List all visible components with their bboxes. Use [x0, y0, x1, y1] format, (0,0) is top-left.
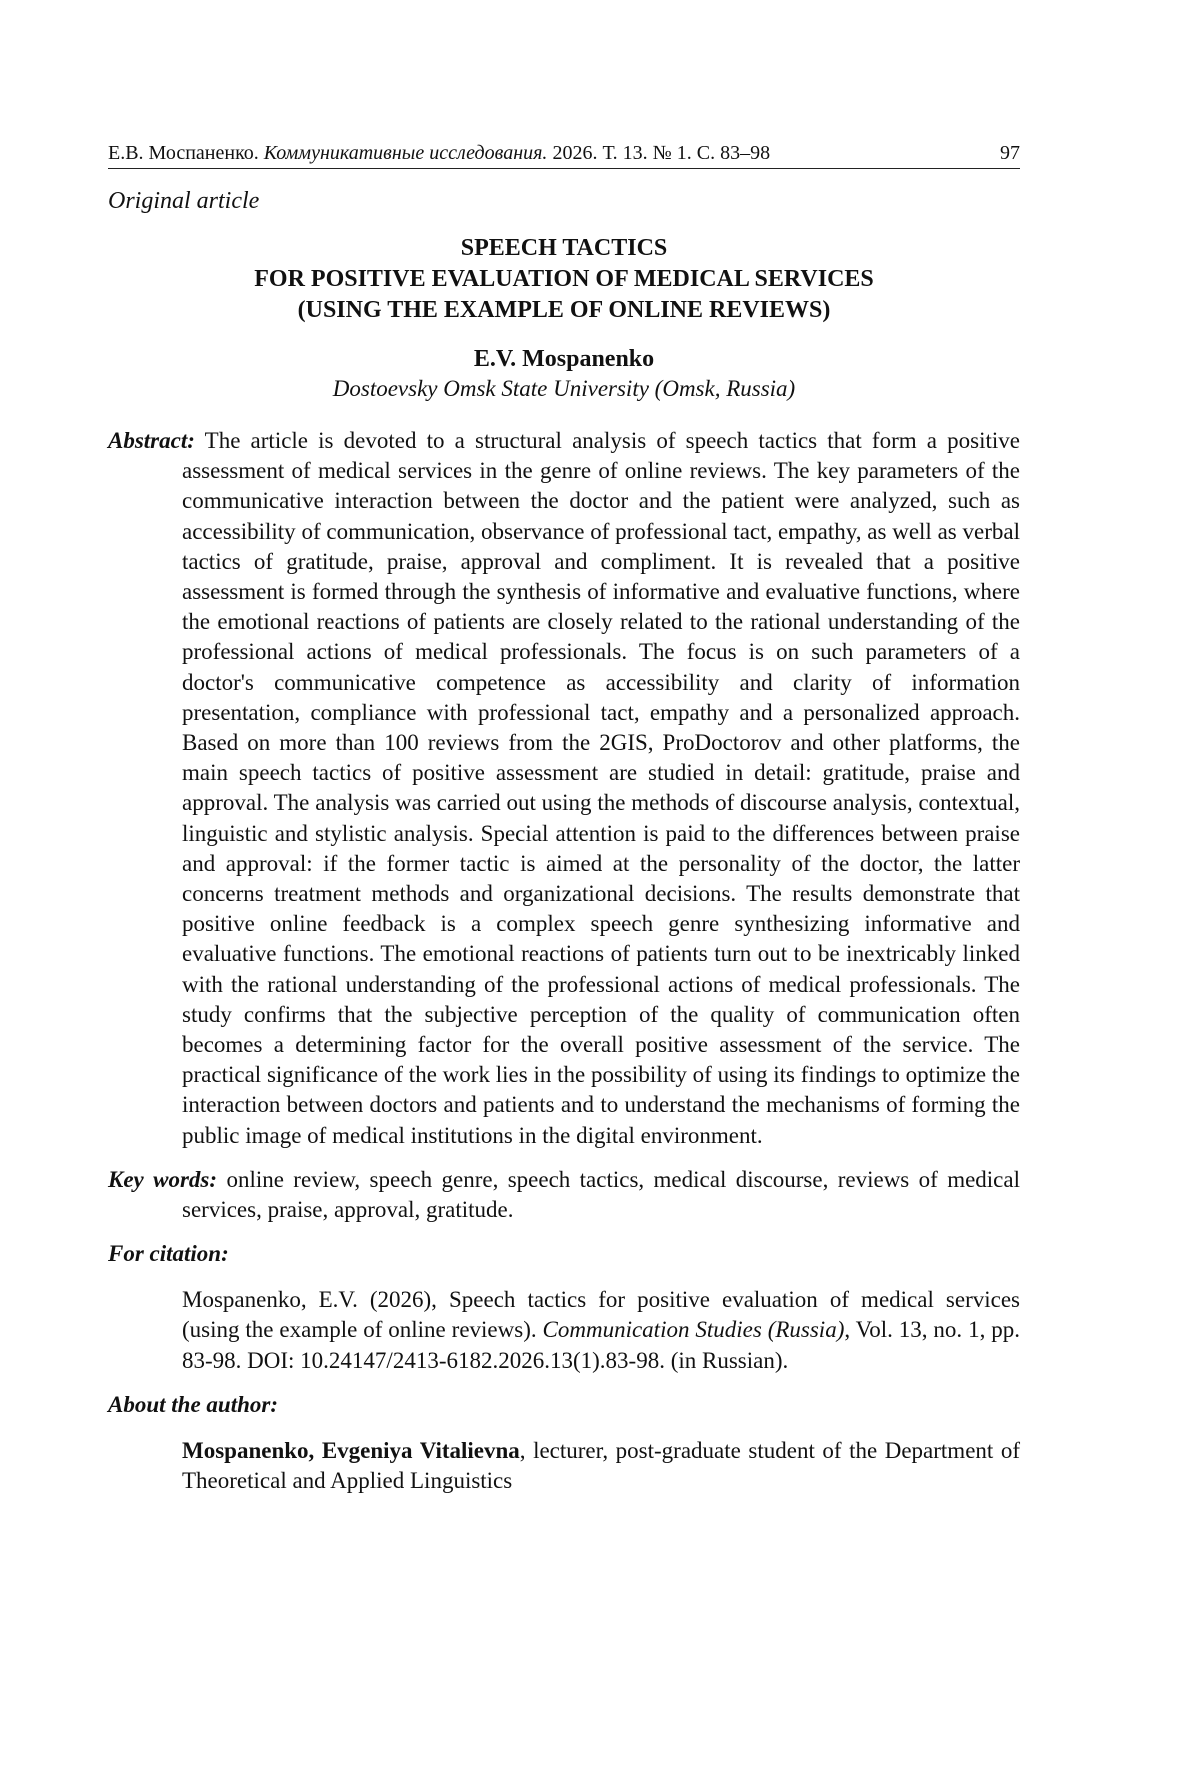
- about-author-text: [108, 1436, 1020, 1496]
- citation-after: , Vol. 13, no. 1, pp. 83-98. DOI: 10.24147/2413-6182.2026.13(1).83-98. (in Russian).: [182, 1317, 1020, 1373]
- page-number: 97: [1000, 142, 1020, 164]
- header-citation: [108, 140, 770, 166]
- title-line: SPEECH TACTICS: [460, 235, 668, 261]
- about-author-label: About the author:: [108, 1391, 278, 1417]
- keywords-text: online review, speech genre, speech tactics, medical discourse, reviews of medical services, praise, approval, gratitude.: [182, 1166, 1020, 1223]
- abstract: [108, 426, 1020, 1151]
- article-type: Original article: [108, 188, 260, 214]
- title-line: FOR POSITIVE EVALUATION OF MEDICAL SERVICES: [254, 266, 874, 292]
- author-name: E.V. Mospanenko: [473, 346, 655, 372]
- title-line: (USING THE EXAMPLE OF ONLINE REVIEWS): [297, 297, 831, 323]
- header-author: Е.В. Моспаненко.: [108, 142, 259, 164]
- keywords-label: Key words:: [108, 1166, 218, 1192]
- citation-before: Mospanenko, E.V. (2026), Speech tactics for positive evaluation of medical services (using the example of online reviews).: [182, 1287, 1020, 1343]
- citation-label: For citation:: [108, 1241, 229, 1267]
- citation-journal: Communication Studies (Russia): [542, 1317, 845, 1343]
- article-title: [108, 233, 1020, 326]
- about-author-name: Mospanenko, Evgeniya Vitalievna: [182, 1437, 520, 1463]
- abstract-text: The article is devoted to a structural analysis of speech tactics that form a positive assessment of medical services in the genre of online reviews. The key parameters of the communicative interaction between the doctor and the patient were analyzed, such as accessibility of communication, observance of professional tact, empathy, as well as verbal tactics of gratitude, praise, approval and compliment. It is revealed that a positive assessment is formed through the synthesis of informative and evaluative functions, where the emotional reactions of patients are closely related to the rational understanding of the professional actions of medical professionals. The focus is on such parameters of a doctor's communicative competence as accessibility and clarity of information presentation, compliance with professional tact, empathy and a personalized approach. Based on more than 100 reviews from the 2GIS, ProDoctorov and other platforms, the main speech tactics of positive assessment are studied in detail: gratitude, praise and approval. The analysis was carried out using the methods of discourse analysis, contextual, linguistic and stylistic analysis. Special attention is paid to the differences between praise and approval: if the former tactic is aimed at the personality of the doctor, the latter concerns treatment methods and organizational decisions. The results demonstrate that positive online feedback is a complex speech genre synthesizing informative and evaluative functions. The emotional reactions of patients turn out to be inextricably linked with the rational understanding of the professional actions of medical professionals. The study confirms that the subjective perception of the quality of communication often becomes a determining factor for the overall positive assessment of the service. The practical significance of the work lies in the possibility of using its findings to optimize the interaction between doctors and patients and to understand the mechanisms of forming the public image of medical institutions in the digital environment.: [182, 428, 1020, 1148]
- header-issue: 2026. Т. 13. № 1. С. 83–98: [552, 142, 771, 164]
- author-affiliation: Dostoevsky Omsk State University (Omsk, Russia): [332, 376, 796, 401]
- page: [108, 140, 1020, 1496]
- abstract-label: Abstract:: [108, 428, 195, 453]
- keywords: [108, 1165, 1020, 1225]
- about-author-details: , lecturer, post-graduate student of the Department of Theoretical and Applied Linguistics: [182, 1437, 1020, 1494]
- citation-text: [108, 1285, 1020, 1376]
- header-journal: Коммуникативные исследования.: [263, 142, 548, 164]
- running-header: [108, 140, 1020, 169]
